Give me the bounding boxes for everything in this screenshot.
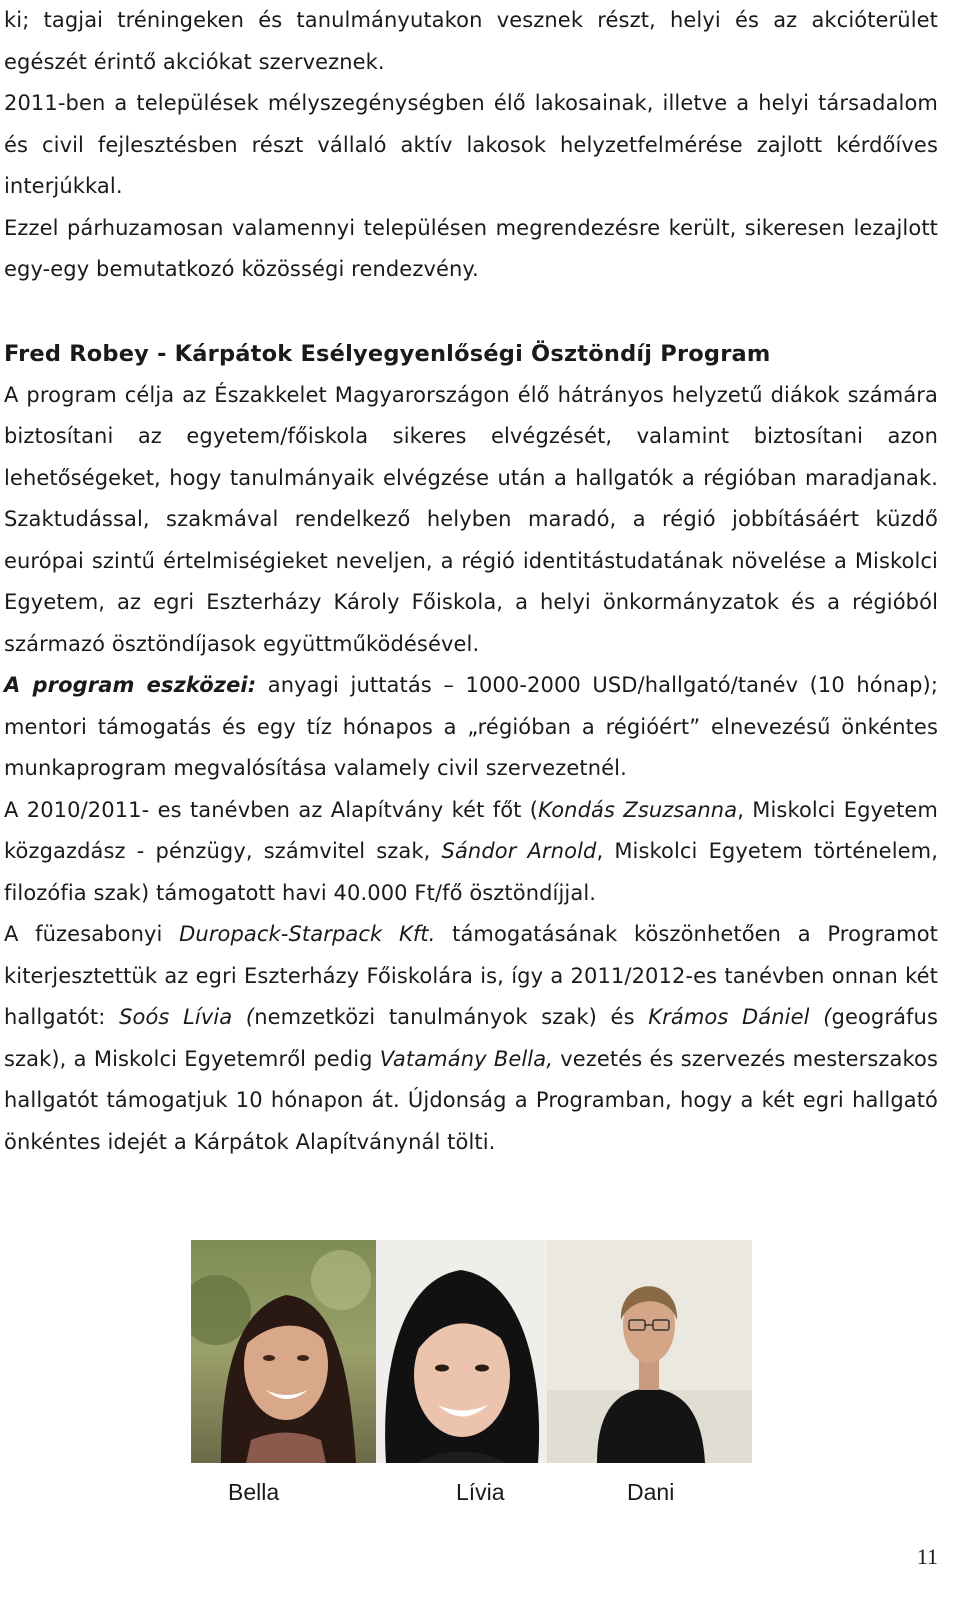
student-name-soos: Soós Lívia (: [119, 1005, 255, 1029]
section-paragraph-2: [4, 665, 938, 790]
section-paragraph-4: [4, 914, 938, 1163]
document-page: [4, 0, 938, 1163]
p3-text-b: , Miskolci Egyetem közgazdász - pénzügy, számvitel szak,: [4, 797, 938, 863]
company-name: Duropack-Starpack Kft.: [179, 922, 436, 946]
intro-paragraph-2: 2011-ben a települések mélyszegénységben élő lakosainak, illetve a helyi társadalom és civil fejlesztésben részt vállaló aktív lakosok helyzetfelmérése zajlott kérdőíves interjúkkal.: [4, 91, 938, 198]
page-number: 11: [916, 1544, 938, 1569]
p3-text-c: , Miskolci Egyetem történelem, filozófia szak) támogatott havi 40.000 Ft/fő ösztöndíjjal.: [4, 839, 938, 905]
photo-caption-bella: Bella: [228, 1479, 280, 1505]
p4-text-d: geográfus szak), a Miskolci Egyetemről pedig: [4, 1005, 938, 1071]
intro-paragraph-1: ki; tagjai tréningeken és tanulmányutakon vesznek részt, helyi és az akcióterület egészét érintő akciókat szerveznek.: [4, 8, 938, 74]
photo-caption-dani: Dani: [627, 1479, 675, 1505]
intro-paragraph-3: Ezzel párhuzamosan valamennyi településen megrendezésre került, sikeresen lezajlott egy-egy bemutatkozó közösségi rendezvény.: [4, 215, 938, 281]
photo-bella: [191, 1240, 376, 1463]
p4-text-a: A füzesabonyi: [4, 922, 180, 946]
p3-text-a: A 2010/2011- es tanévben az Alapítvány két főt (: [4, 797, 539, 822]
photo-dani: [547, 1240, 752, 1463]
student-name-sandor: Sándor Arnold: [441, 839, 597, 863]
p4-text-c: nemzetközi tanulmányok szak) és: [254, 1005, 649, 1029]
program-tools-label: A program eszközei:: [4, 673, 257, 697]
student-name-kondas: Kondás Zsuzsanna: [538, 797, 738, 822]
section-spacer: [4, 291, 938, 333]
section-heading: Fred Robey - Kárpátok Esélyegyenlőségi Ösztöndíj Program: [4, 340, 771, 367]
p4-text-e: vezetés és szervezés mesterszakos hallgatót támogatjuk 10 hónapon át. Újdonság a Programban, hogy a két egri hallgató önkéntes idejét a Kárpátok Alapítványnál tölti.: [4, 1046, 938, 1154]
photo-caption-livia: Lívia: [456, 1479, 505, 1505]
student-name-kramos: Krámos Dániel (: [648, 1005, 832, 1029]
section-paragraph-3: [4, 790, 938, 915]
student-name-vatamany: Vatamány Bella,: [379, 1046, 553, 1071]
program-tools-text: anyagi juttatás – 1000-2000 USD/hallgató/tanév (10 hónap); mentori támogatás és egy tíz hónapos a „régióban a régióért” elnevezésű önkéntes munkaprogram megvalósítása valamely civil szervezetnél.: [4, 673, 939, 780]
photo-livia: [376, 1240, 547, 1463]
section-paragraph-1: A program célja az Északkelet Magyarországon élő hátrányos helyzetű diákok számára biztosítani az egyetem/főiskola sikeres elvégzését, valamint biztosítani azon lehetőségeket, hogy tanulmányaik elvégzése után a hallgatók a régióban maradjanak. Szaktudással, szakmával rendelkező helyben maradó, a régió jobbításáért küzdő európai szintű értelmiségieket neveljen, a régió identitástudatának növelése a Miskolci Egyetem, az egri Eszterházy Károly Főiskola, a helyi önkormányzatok és a régióból származó ösztöndíjasok együttműködésével.: [4, 382, 938, 656]
p4-text-b: támogatásának köszönhetően a Programot kiterjesztettük az egri Eszterházy Főiskolára is, így a 2011/2012-es tanévben onnan két hallgatót:: [4, 922, 938, 1029]
student-photos: [191, 1240, 752, 1463]
